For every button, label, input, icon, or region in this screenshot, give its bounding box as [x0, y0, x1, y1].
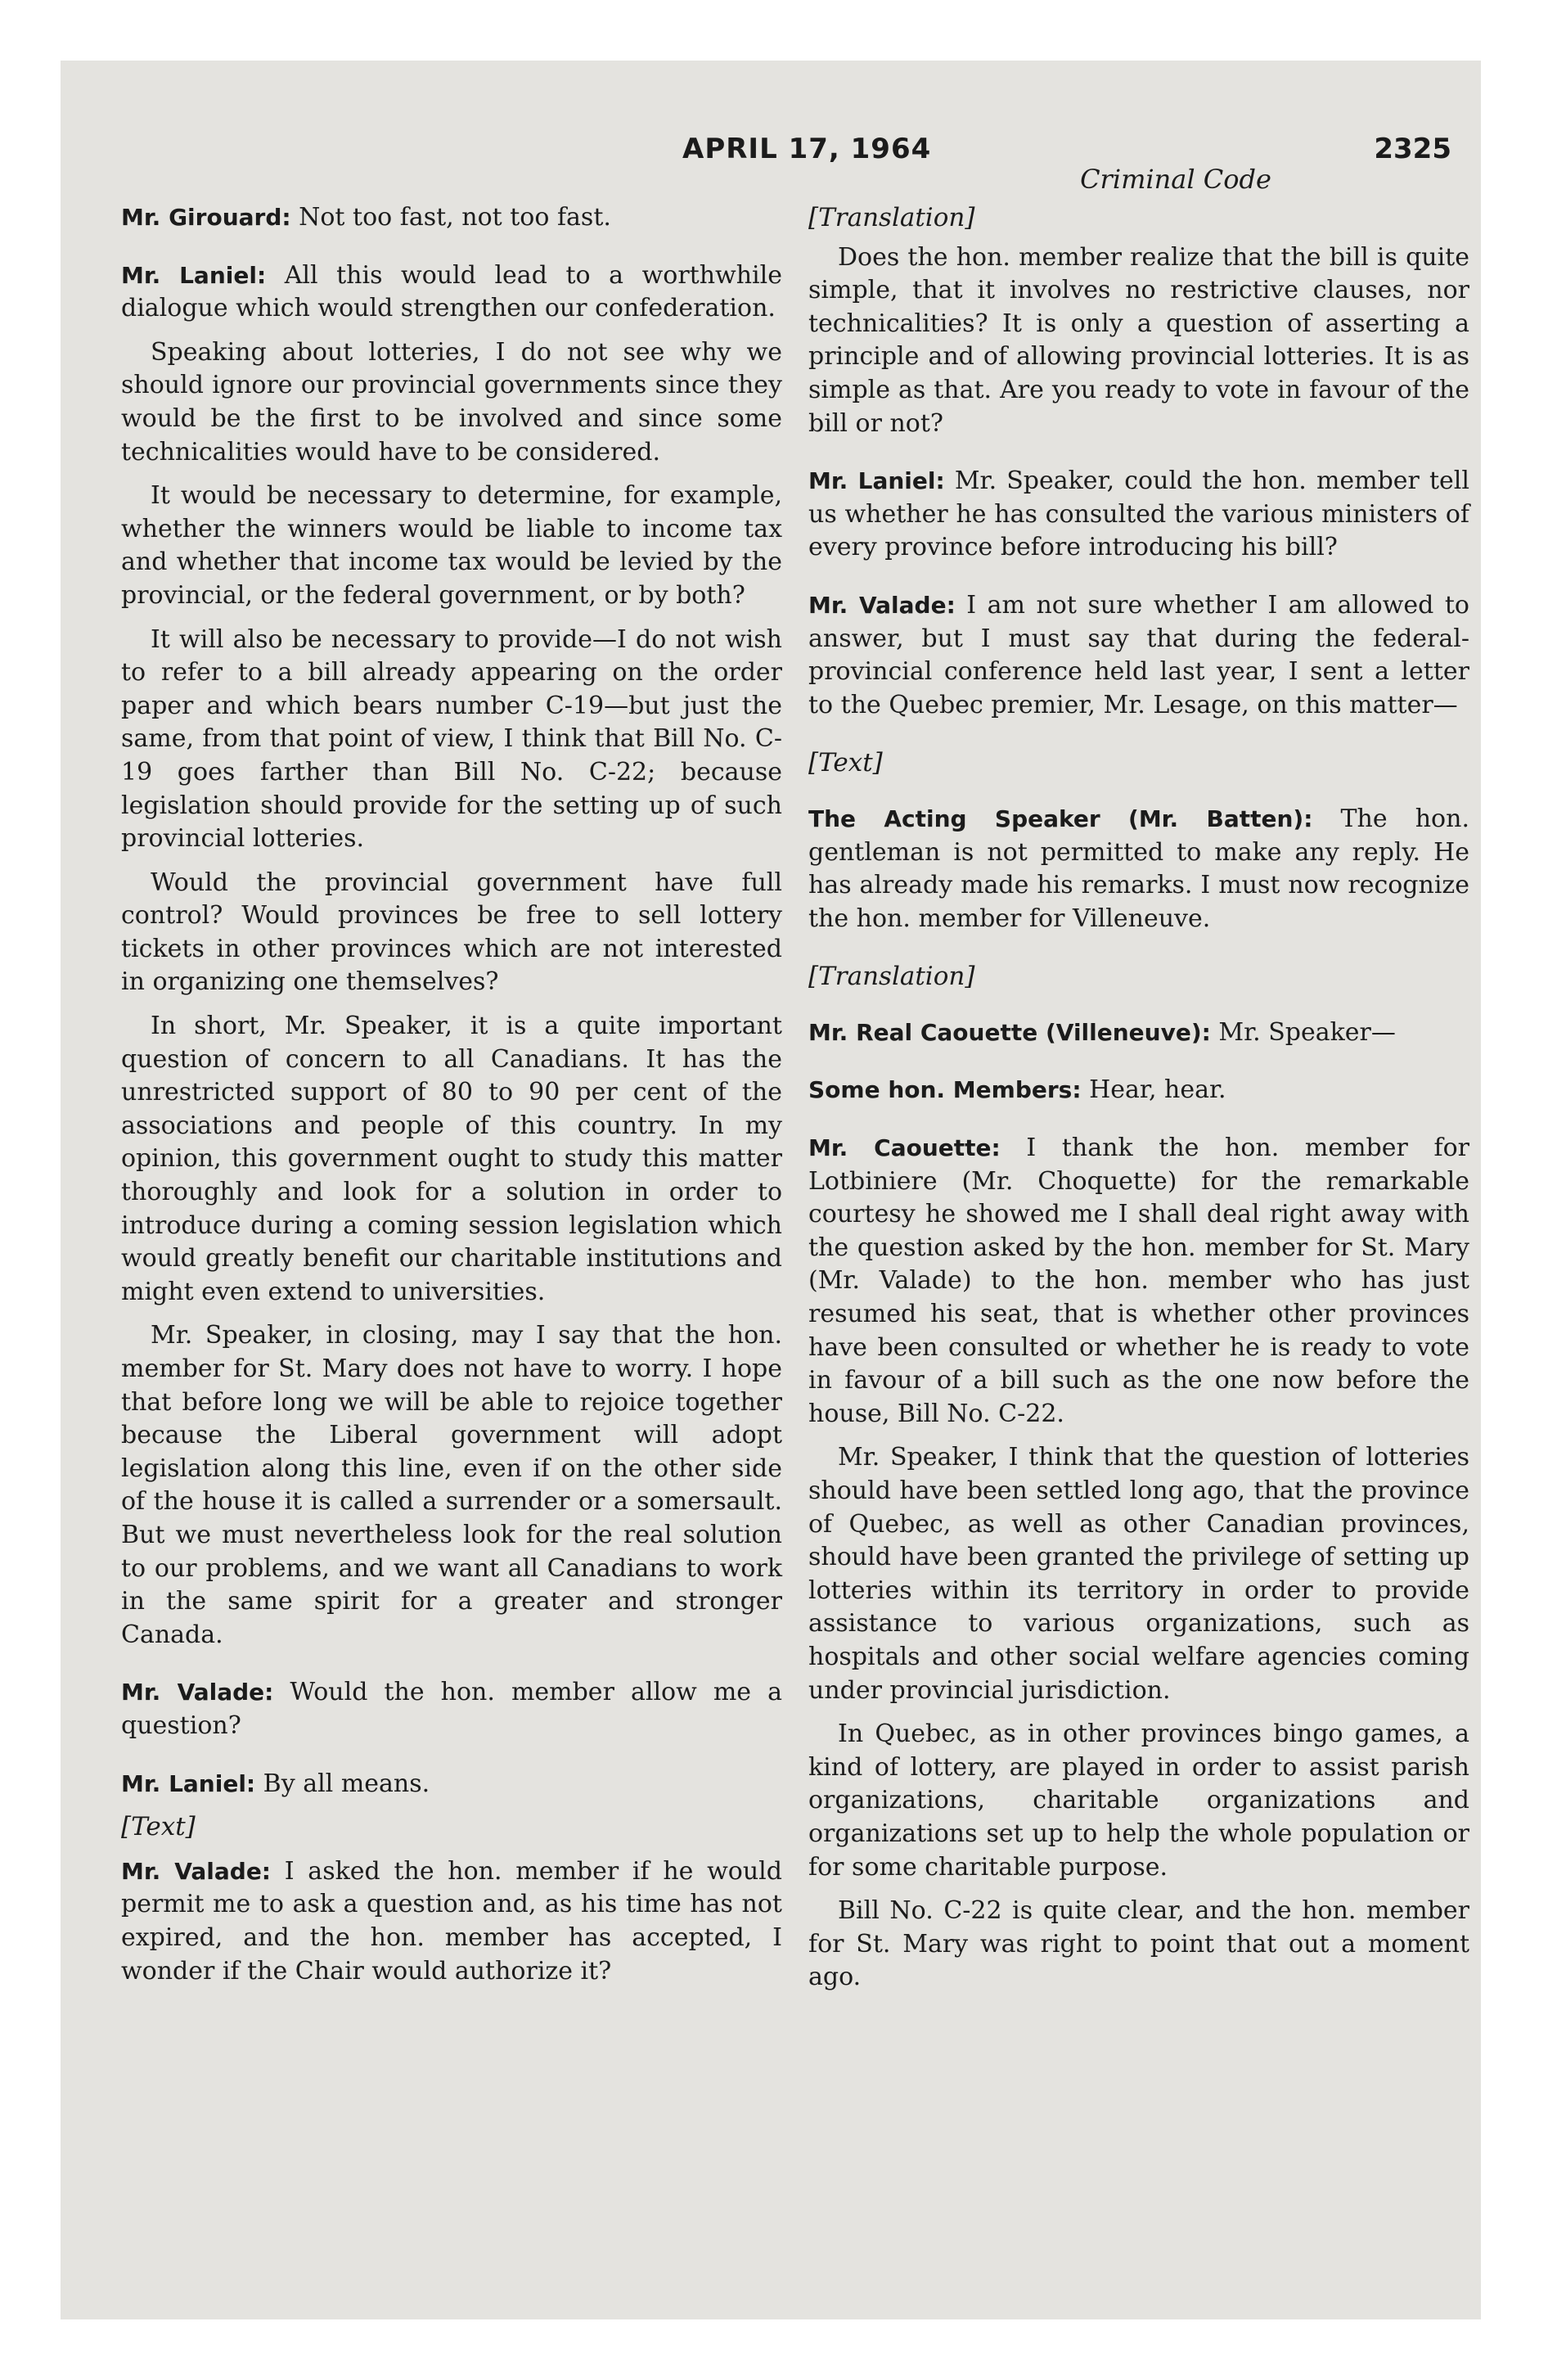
speech-text: Not too fast, not too fast.	[299, 203, 611, 232]
page-number: 2325	[1374, 133, 1451, 165]
translation-marker: [Translation]	[808, 203, 975, 232]
speech-caouette-2	[808, 1132, 1469, 1431]
speech-text: All this would lead to a worthwhile dialogue which would strengthen our confederation.	[121, 260, 782, 323]
speech-text: Would the hon. member allow me a question?	[121, 1678, 782, 1740]
speech-text: I thank the hon. member for Lotbiniere (Mr. Choquette) for the remarkable courtesy he showed me I shall deal right away with the question asked by the hon. member for St. Mary (Mr. Valade) to the hon. member who has just resumed his seat, that is whether other provinces have been consulted or whether he is ready to vote in favour of a bill such as the one now before the house, Bill No. C-22.	[808, 1134, 1469, 1428]
paragraph: Mr. Speaker, I think that the question of lotteries should have been settled long ago, that the province of Quebec, as well as other Canadian provinces, should have been granted the privilege of setting up lotteries within its territory in order to provide assistance to various organizations, such as hospitals and other social welfare agencies coming under provincial jurisdiction.	[808, 1443, 1469, 1705]
speech-laniel-3	[808, 465, 1469, 565]
speech-text: Mr. Speaker—	[1218, 1017, 1396, 1047]
speech-girouard	[121, 201, 782, 235]
speaker-label: Mr. Laniel:	[121, 261, 267, 289]
speaker-label: Mr. Valade:	[121, 1857, 272, 1885]
speech-text: By all means.	[263, 1769, 430, 1798]
paragraph: It would be necessary to determine, for example, whether the winners would be liable to income tax and whether that income tax would be levied by the provincial, or the federal government, or by both?	[121, 481, 782, 610]
speech-text: The hon. gentleman is not permitted to make any reply. He has already made his remarks. I must now recognize the hon. member for Villeneuve.	[808, 804, 1469, 933]
speech-text: I am not sure whether I am allowed to answer, but I must say that during the federal-provincial conference held last year, I sent a letter to the Quebec premier, Mr. Lesage, on this matter—	[808, 590, 1469, 719]
paragraph: It will also be necessary to provide—I do not wish to refer to a bill already appearing on the order paper and which bears number C-19—but just the same, from that point of view, I think that Bill No. C-19 goes farther than Bill No. C-22; because legislation should provide for the setting up of such provincial lotteries.	[121, 624, 782, 854]
speech-text: I asked the hon. member if he would permit me to ask a question and, as his time has not expired, and the hon. member has accepted, I wonder if the Chair would authorize it?	[121, 1856, 782, 1986]
speech-laniel-1	[121, 259, 782, 326]
speech-laniel-2	[121, 1768, 782, 1801]
text-marker: [Text]	[121, 1812, 196, 1842]
paragraph: Would the provincial government have full control? Would provinces be free to sell lottery tickets in other provinces which are not interested in organizing one themselves?	[121, 868, 782, 997]
speaker-label: Some hon. Members:	[808, 1076, 1082, 1104]
paragraph: In short, Mr. Speaker, it is a quite important question of concern to all Canadians. It has the unrestricted support of 80 to 90 per cent of the associations and people of this country. In my opinion, this government ought to study this matter thoroughly and look for a solution in order to introduce during a coming session legislation which would greatly benefit our charitable institutions and might even extend to universities.	[121, 1012, 782, 1306]
speech-members	[808, 1074, 1469, 1107]
paragraph: In Quebec, as in other provinces bingo games, a kind of lottery, are played in order to assist parish organizations, charitable organizations and organizations set up to help the whole population or for some charitable purpose.	[808, 1720, 1469, 1882]
speaker-label: Mr. Valade:	[808, 591, 956, 619]
speaker-label: Mr. Laniel:	[808, 467, 945, 495]
running-head: Criminal Code	[1080, 164, 1271, 195]
right-column	[808, 201, 1469, 2005]
paragraph: Speaking about lotteries, I do not see why we should ignore our provincial governments since they would be the first to be involved and since some technicalities would have to be considered.	[121, 337, 782, 467]
speaker-label: Mr. Caouette:	[808, 1134, 1001, 1162]
text-marker: [Text]	[808, 748, 883, 778]
paragraph: Does the hon. member realize that the bill is quite simple, that it involves no restrictive clauses, nor technicalities? It is only a question of asserting a principle and of allowing provincial lotteries. It is as simple as that. Are you ready to vote in favour of the bill or not?	[808, 242, 1469, 438]
speaker-label: The Acting Speaker (Mr. Batten):	[808, 805, 1313, 832]
speech-acting-speaker	[808, 803, 1469, 935]
speech-valade-1	[121, 1676, 782, 1742]
speaker-label: Mr. Laniel:	[121, 1769, 256, 1797]
speech-valade-2	[121, 1855, 782, 1988]
speech-caouette-1	[808, 1016, 1469, 1050]
speech-text: Mr. Speaker, could the hon. member tell us whether he has consulted the various ministers of every province before introducing his bill?	[808, 467, 1469, 562]
paragraph: Mr. Speaker, in closing, may I say that the hon. member for St. Mary does not have to worry. I hope that before long we will be able to rejoice together because the Liberal government will adopt legislation along this line, even if on the other side of the house it is called a surrender or a somersault. But we must nevertheless look for the real solution to our problems, and we want all Canadians to work in the same spirit for a greater and stronger Canada.	[121, 1321, 782, 1649]
speaker-label: Mr. Valade:	[121, 1679, 274, 1706]
translation-marker: [Translation]	[808, 962, 975, 992]
speech-valade-3	[808, 589, 1469, 722]
speech-text: Hear, hear.	[1089, 1075, 1226, 1105]
paragraph: Bill No. C-22 is quite clear, and the hon. member for St. Mary was right to point that out a moment ago.	[808, 1896, 1469, 1992]
speaker-label: Mr. Girouard:	[121, 204, 291, 231]
header-date: APRIL 17, 1964	[682, 133, 932, 165]
page	[61, 61, 1481, 2319]
left-column	[121, 201, 782, 2013]
speaker-label: Mr. Real Caouette (Villeneuve):	[808, 1018, 1211, 1046]
